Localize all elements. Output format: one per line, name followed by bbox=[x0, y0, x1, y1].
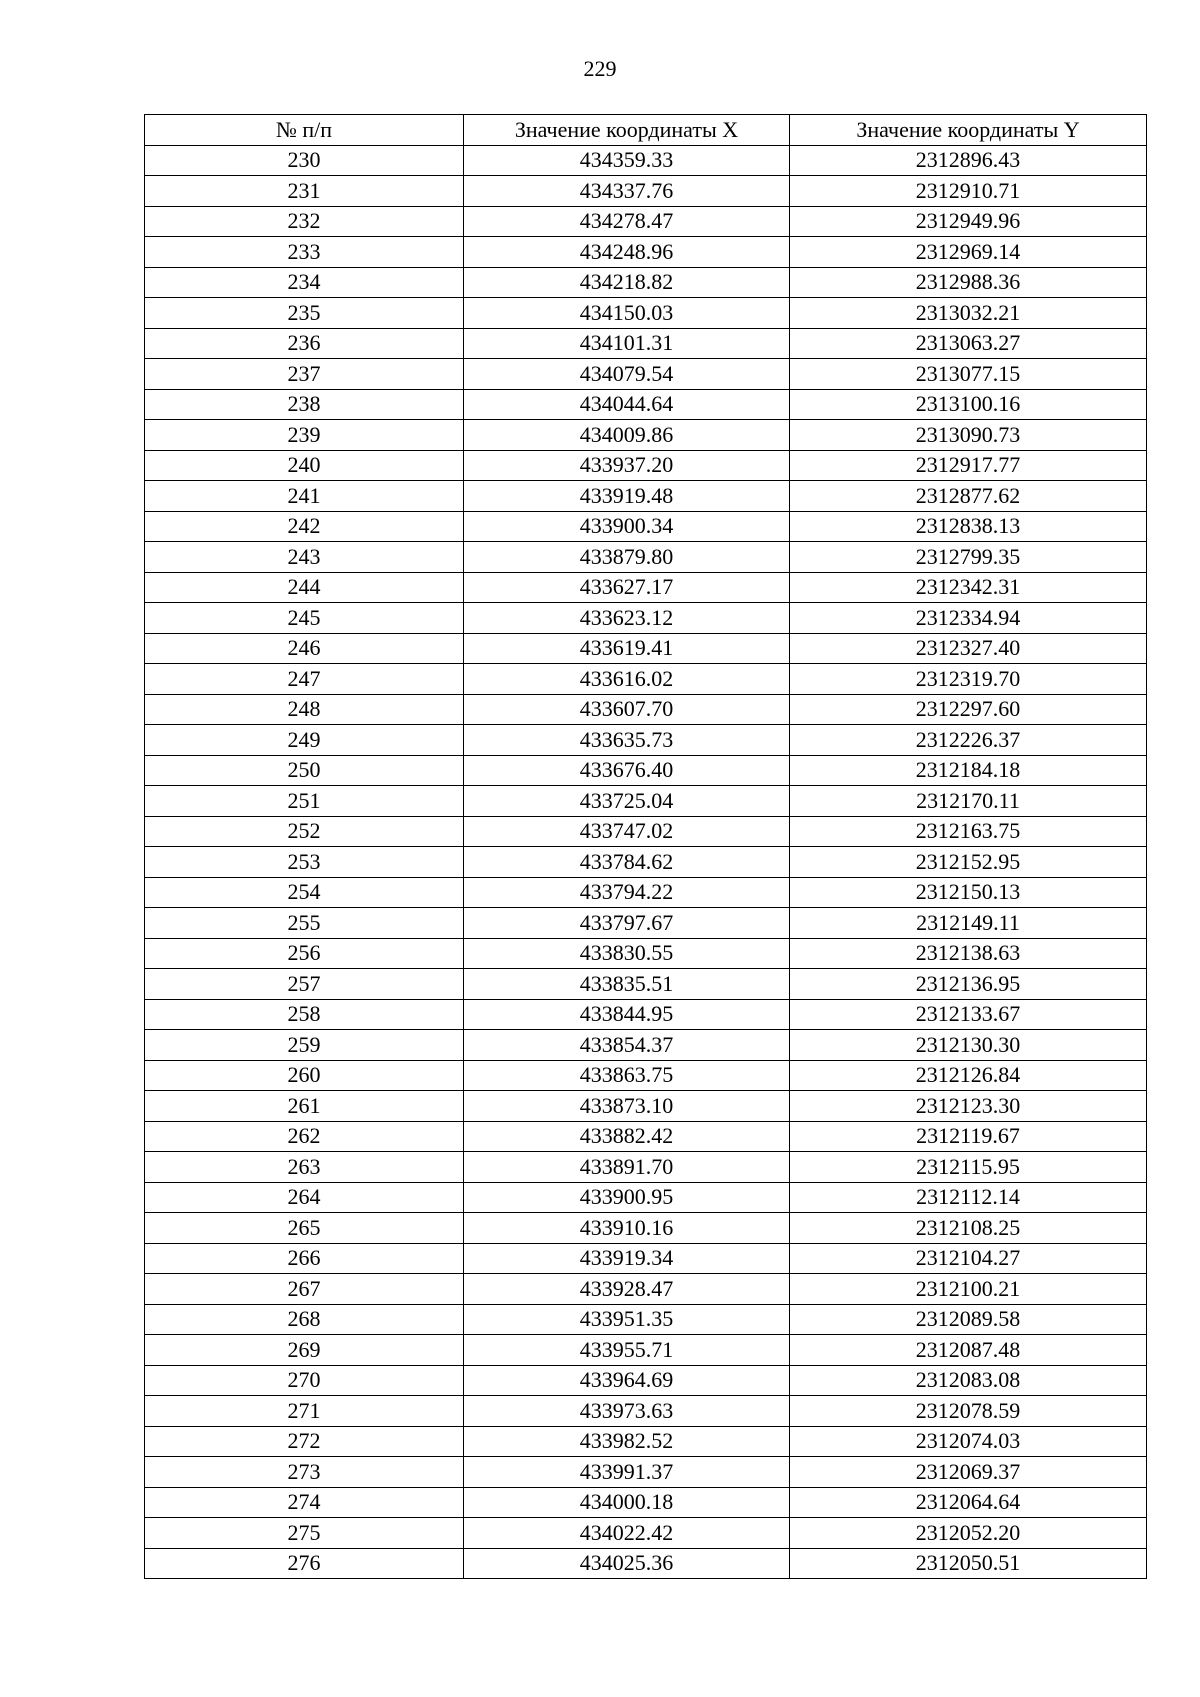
row-number-cell: 274 bbox=[145, 1487, 464, 1518]
table-row bbox=[145, 908, 1147, 939]
table-row bbox=[145, 664, 1147, 695]
row-number-cell: 251 bbox=[145, 786, 464, 817]
table-row bbox=[145, 786, 1147, 817]
table-row bbox=[145, 725, 1147, 756]
coordinate-y-cell: 2312988.36 bbox=[790, 267, 1147, 298]
row-number-cell: 259 bbox=[145, 1030, 464, 1061]
coordinate-x-cell: 434359.33 bbox=[464, 145, 790, 176]
row-number-cell: 275 bbox=[145, 1518, 464, 1549]
coordinate-x-cell: 433616.02 bbox=[464, 664, 790, 695]
table-row bbox=[145, 1274, 1147, 1305]
table-row bbox=[145, 389, 1147, 420]
row-number-cell: 248 bbox=[145, 694, 464, 725]
row-number-cell: 266 bbox=[145, 1243, 464, 1274]
row-number-cell: 242 bbox=[145, 511, 464, 542]
table-row bbox=[145, 1030, 1147, 1061]
coordinate-x-cell: 434044.64 bbox=[464, 389, 790, 420]
coordinate-x-cell: 433784.62 bbox=[464, 847, 790, 878]
row-number-cell: 253 bbox=[145, 847, 464, 878]
table-row bbox=[145, 1152, 1147, 1183]
coordinate-y-cell: 2312184.18 bbox=[790, 755, 1147, 786]
coordinate-x-cell: 433900.95 bbox=[464, 1182, 790, 1213]
row-number-cell: 269 bbox=[145, 1335, 464, 1366]
table-row bbox=[145, 328, 1147, 359]
coordinate-x-cell: 433879.80 bbox=[464, 542, 790, 573]
row-number-cell: 268 bbox=[145, 1304, 464, 1335]
coordinate-x-cell: 433607.70 bbox=[464, 694, 790, 725]
coordinate-x-cell: 433725.04 bbox=[464, 786, 790, 817]
coordinate-y-cell: 2312087.48 bbox=[790, 1335, 1147, 1366]
row-number-cell: 230 bbox=[145, 145, 464, 176]
coordinate-y-cell: 2312119.67 bbox=[790, 1121, 1147, 1152]
coordinate-y-cell: 2312100.21 bbox=[790, 1274, 1147, 1305]
coordinate-y-cell: 2313077.15 bbox=[790, 359, 1147, 390]
row-number-cell: 254 bbox=[145, 877, 464, 908]
table-row bbox=[145, 1091, 1147, 1122]
coordinate-x-cell: 434000.18 bbox=[464, 1487, 790, 1518]
header-row-number: № п/п bbox=[145, 115, 464, 146]
table-row bbox=[145, 1396, 1147, 1427]
coordinate-x-cell: 433635.73 bbox=[464, 725, 790, 756]
coordinate-y-cell: 2312896.43 bbox=[790, 145, 1147, 176]
table-row bbox=[145, 1121, 1147, 1152]
coordinate-x-cell: 433844.95 bbox=[464, 999, 790, 1030]
row-number-cell: 245 bbox=[145, 603, 464, 634]
coordinate-x-cell: 433863.75 bbox=[464, 1060, 790, 1091]
table-row bbox=[145, 633, 1147, 664]
coordinate-y-cell: 2312138.63 bbox=[790, 938, 1147, 969]
table-row bbox=[145, 420, 1147, 451]
table-row bbox=[145, 1304, 1147, 1335]
coordinate-x-cell: 433919.34 bbox=[464, 1243, 790, 1274]
coordinate-y-cell: 2312074.03 bbox=[790, 1426, 1147, 1457]
coordinate-y-cell: 2312083.08 bbox=[790, 1365, 1147, 1396]
coordinate-y-cell: 2312327.40 bbox=[790, 633, 1147, 664]
coordinate-y-cell: 2312130.30 bbox=[790, 1030, 1147, 1061]
coordinate-x-cell: 433937.20 bbox=[464, 450, 790, 481]
table-row bbox=[145, 450, 1147, 481]
row-number-cell: 250 bbox=[145, 755, 464, 786]
coordinate-y-cell: 2312877.62 bbox=[790, 481, 1147, 512]
table-row bbox=[145, 755, 1147, 786]
coordinate-x-cell: 433891.70 bbox=[464, 1152, 790, 1183]
coordinate-x-cell: 434337.76 bbox=[464, 176, 790, 207]
coordinate-x-cell: 434218.82 bbox=[464, 267, 790, 298]
coordinate-x-cell: 433900.34 bbox=[464, 511, 790, 542]
coordinate-x-cell: 434025.36 bbox=[464, 1548, 790, 1579]
table-body bbox=[145, 145, 1147, 1579]
table-row bbox=[145, 969, 1147, 1000]
coordinate-y-cell: 2312342.31 bbox=[790, 572, 1147, 603]
table-row bbox=[145, 1213, 1147, 1244]
coordinate-y-cell: 2312149.11 bbox=[790, 908, 1147, 939]
coordinate-y-cell: 2312150.13 bbox=[790, 877, 1147, 908]
row-number-cell: 256 bbox=[145, 938, 464, 969]
row-number-cell: 232 bbox=[145, 206, 464, 237]
coordinate-y-cell: 2312069.37 bbox=[790, 1457, 1147, 1488]
coordinate-x-cell: 433623.12 bbox=[464, 603, 790, 634]
row-number-cell: 243 bbox=[145, 542, 464, 573]
table-row bbox=[145, 542, 1147, 573]
table-row bbox=[145, 938, 1147, 969]
table-row bbox=[145, 847, 1147, 878]
table-row bbox=[145, 1335, 1147, 1366]
row-number-cell: 236 bbox=[145, 328, 464, 359]
coordinate-y-cell: 2312115.95 bbox=[790, 1152, 1147, 1183]
coordinate-y-cell: 2312064.64 bbox=[790, 1487, 1147, 1518]
coordinate-y-cell: 2312334.94 bbox=[790, 603, 1147, 634]
row-number-cell: 247 bbox=[145, 664, 464, 695]
row-number-cell: 238 bbox=[145, 389, 464, 420]
table-row bbox=[145, 1518, 1147, 1549]
coordinate-y-cell: 2312799.35 bbox=[790, 542, 1147, 573]
coordinate-x-cell: 433973.63 bbox=[464, 1396, 790, 1427]
row-number-cell: 231 bbox=[145, 176, 464, 207]
coordinate-y-cell: 2312112.14 bbox=[790, 1182, 1147, 1213]
coordinate-x-cell: 434150.03 bbox=[464, 298, 790, 329]
table-row bbox=[145, 145, 1147, 176]
coordinate-x-cell: 433854.37 bbox=[464, 1030, 790, 1061]
table-row bbox=[145, 1487, 1147, 1518]
table-row bbox=[145, 1060, 1147, 1091]
table-row bbox=[145, 816, 1147, 847]
coordinate-x-cell: 433919.48 bbox=[464, 481, 790, 512]
coordinate-y-cell: 2312910.71 bbox=[790, 176, 1147, 207]
row-number-cell: 233 bbox=[145, 237, 464, 268]
row-number-cell: 262 bbox=[145, 1121, 464, 1152]
coordinate-y-cell: 2312108.25 bbox=[790, 1213, 1147, 1244]
coordinate-x-cell: 433835.51 bbox=[464, 969, 790, 1000]
row-number-cell: 272 bbox=[145, 1426, 464, 1457]
coordinate-x-cell: 434248.96 bbox=[464, 237, 790, 268]
coordinate-x-cell: 433928.47 bbox=[464, 1274, 790, 1305]
table-row bbox=[145, 694, 1147, 725]
table-row bbox=[145, 999, 1147, 1030]
table-row bbox=[145, 1457, 1147, 1488]
coordinate-x-cell: 433882.42 bbox=[464, 1121, 790, 1152]
table-header-row bbox=[145, 115, 1147, 146]
row-number-cell: 258 bbox=[145, 999, 464, 1030]
table-row bbox=[145, 603, 1147, 634]
table-row bbox=[145, 267, 1147, 298]
row-number-cell: 246 bbox=[145, 633, 464, 664]
coordinate-x-cell: 434079.54 bbox=[464, 359, 790, 390]
row-number-cell: 244 bbox=[145, 572, 464, 603]
table-row bbox=[145, 176, 1147, 207]
coordinate-y-cell: 2312297.60 bbox=[790, 694, 1147, 725]
table-row bbox=[145, 1243, 1147, 1274]
table-row bbox=[145, 1182, 1147, 1213]
coordinate-y-cell: 2312052.20 bbox=[790, 1518, 1147, 1549]
coordinate-y-cell: 2313032.21 bbox=[790, 298, 1147, 329]
coordinate-y-cell: 2312226.37 bbox=[790, 725, 1147, 756]
table-row bbox=[145, 298, 1147, 329]
coordinate-x-cell: 433676.40 bbox=[464, 755, 790, 786]
table-row bbox=[145, 1365, 1147, 1396]
coordinate-y-cell: 2313100.16 bbox=[790, 389, 1147, 420]
coordinate-x-cell: 433794.22 bbox=[464, 877, 790, 908]
coordinate-x-cell: 433955.71 bbox=[464, 1335, 790, 1366]
coordinate-x-cell: 434278.47 bbox=[464, 206, 790, 237]
coordinate-y-cell: 2312949.96 bbox=[790, 206, 1147, 237]
coordinate-x-cell: 433951.35 bbox=[464, 1304, 790, 1335]
coordinate-y-cell: 2312319.70 bbox=[790, 664, 1147, 695]
coordinate-y-cell: 2312969.14 bbox=[790, 237, 1147, 268]
row-number-cell: 260 bbox=[145, 1060, 464, 1091]
coordinate-x-cell: 434009.86 bbox=[464, 420, 790, 451]
row-number-cell: 235 bbox=[145, 298, 464, 329]
row-number-cell: 234 bbox=[145, 267, 464, 298]
table-row bbox=[145, 1548, 1147, 1579]
table-row bbox=[145, 359, 1147, 390]
row-number-cell: 261 bbox=[145, 1091, 464, 1122]
row-number-cell: 276 bbox=[145, 1548, 464, 1579]
coordinate-y-cell: 2312133.67 bbox=[790, 999, 1147, 1030]
coordinate-x-cell: 433991.37 bbox=[464, 1457, 790, 1488]
coordinate-x-cell: 433873.10 bbox=[464, 1091, 790, 1122]
row-number-cell: 257 bbox=[145, 969, 464, 1000]
row-number-cell: 263 bbox=[145, 1152, 464, 1183]
row-number-cell: 267 bbox=[145, 1274, 464, 1305]
row-number-cell: 241 bbox=[145, 481, 464, 512]
coordinate-y-cell: 2313063.27 bbox=[790, 328, 1147, 359]
coordinate-y-cell: 2313090.73 bbox=[790, 420, 1147, 451]
row-number-cell: 271 bbox=[145, 1396, 464, 1427]
table-row bbox=[145, 572, 1147, 603]
row-number-cell: 249 bbox=[145, 725, 464, 756]
coordinate-y-cell: 2312089.58 bbox=[790, 1304, 1147, 1335]
header-coordinate-y: Значение координаты Y bbox=[790, 115, 1147, 146]
coordinate-y-cell: 2312838.13 bbox=[790, 511, 1147, 542]
row-number-cell: 273 bbox=[145, 1457, 464, 1488]
header-coordinate-x: Значение координаты X bbox=[464, 115, 790, 146]
coordinate-y-cell: 2312078.59 bbox=[790, 1396, 1147, 1427]
row-number-cell: 252 bbox=[145, 816, 464, 847]
coordinate-y-cell: 2312136.95 bbox=[790, 969, 1147, 1000]
row-number-cell: 237 bbox=[145, 359, 464, 390]
row-number-cell: 255 bbox=[145, 908, 464, 939]
coordinate-x-cell: 434101.31 bbox=[464, 328, 790, 359]
table-row bbox=[145, 1426, 1147, 1457]
coordinate-y-cell: 2312917.77 bbox=[790, 450, 1147, 481]
row-number-cell: 240 bbox=[145, 450, 464, 481]
coordinate-x-cell: 433910.16 bbox=[464, 1213, 790, 1244]
coordinate-x-cell: 433627.17 bbox=[464, 572, 790, 603]
coordinate-x-cell: 433964.69 bbox=[464, 1365, 790, 1396]
row-number-cell: 239 bbox=[145, 420, 464, 451]
coordinate-x-cell: 433747.02 bbox=[464, 816, 790, 847]
table-row bbox=[145, 206, 1147, 237]
coordinate-y-cell: 2312163.75 bbox=[790, 816, 1147, 847]
table-row bbox=[145, 511, 1147, 542]
coordinate-y-cell: 2312050.51 bbox=[790, 1548, 1147, 1579]
page-number: 229 bbox=[583, 56, 617, 81]
coordinate-x-cell: 433619.41 bbox=[464, 633, 790, 664]
coordinate-x-cell: 433797.67 bbox=[464, 908, 790, 939]
coordinate-y-cell: 2312170.11 bbox=[790, 786, 1147, 817]
row-number-cell: 264 bbox=[145, 1182, 464, 1213]
row-number-cell: 270 bbox=[145, 1365, 464, 1396]
coordinate-x-cell: 433982.52 bbox=[464, 1426, 790, 1457]
table-row bbox=[145, 237, 1147, 268]
coordinate-x-cell: 433830.55 bbox=[464, 938, 790, 969]
coordinate-x-cell: 434022.42 bbox=[464, 1518, 790, 1549]
coordinate-y-cell: 2312123.30 bbox=[790, 1091, 1147, 1122]
table-row bbox=[145, 481, 1147, 512]
coordinate-y-cell: 2312126.84 bbox=[790, 1060, 1147, 1091]
table-row bbox=[145, 877, 1147, 908]
coordinates-table bbox=[144, 114, 1147, 1579]
row-number-cell: 265 bbox=[145, 1213, 464, 1244]
coordinate-y-cell: 2312104.27 bbox=[790, 1243, 1147, 1274]
coordinate-y-cell: 2312152.95 bbox=[790, 847, 1147, 878]
